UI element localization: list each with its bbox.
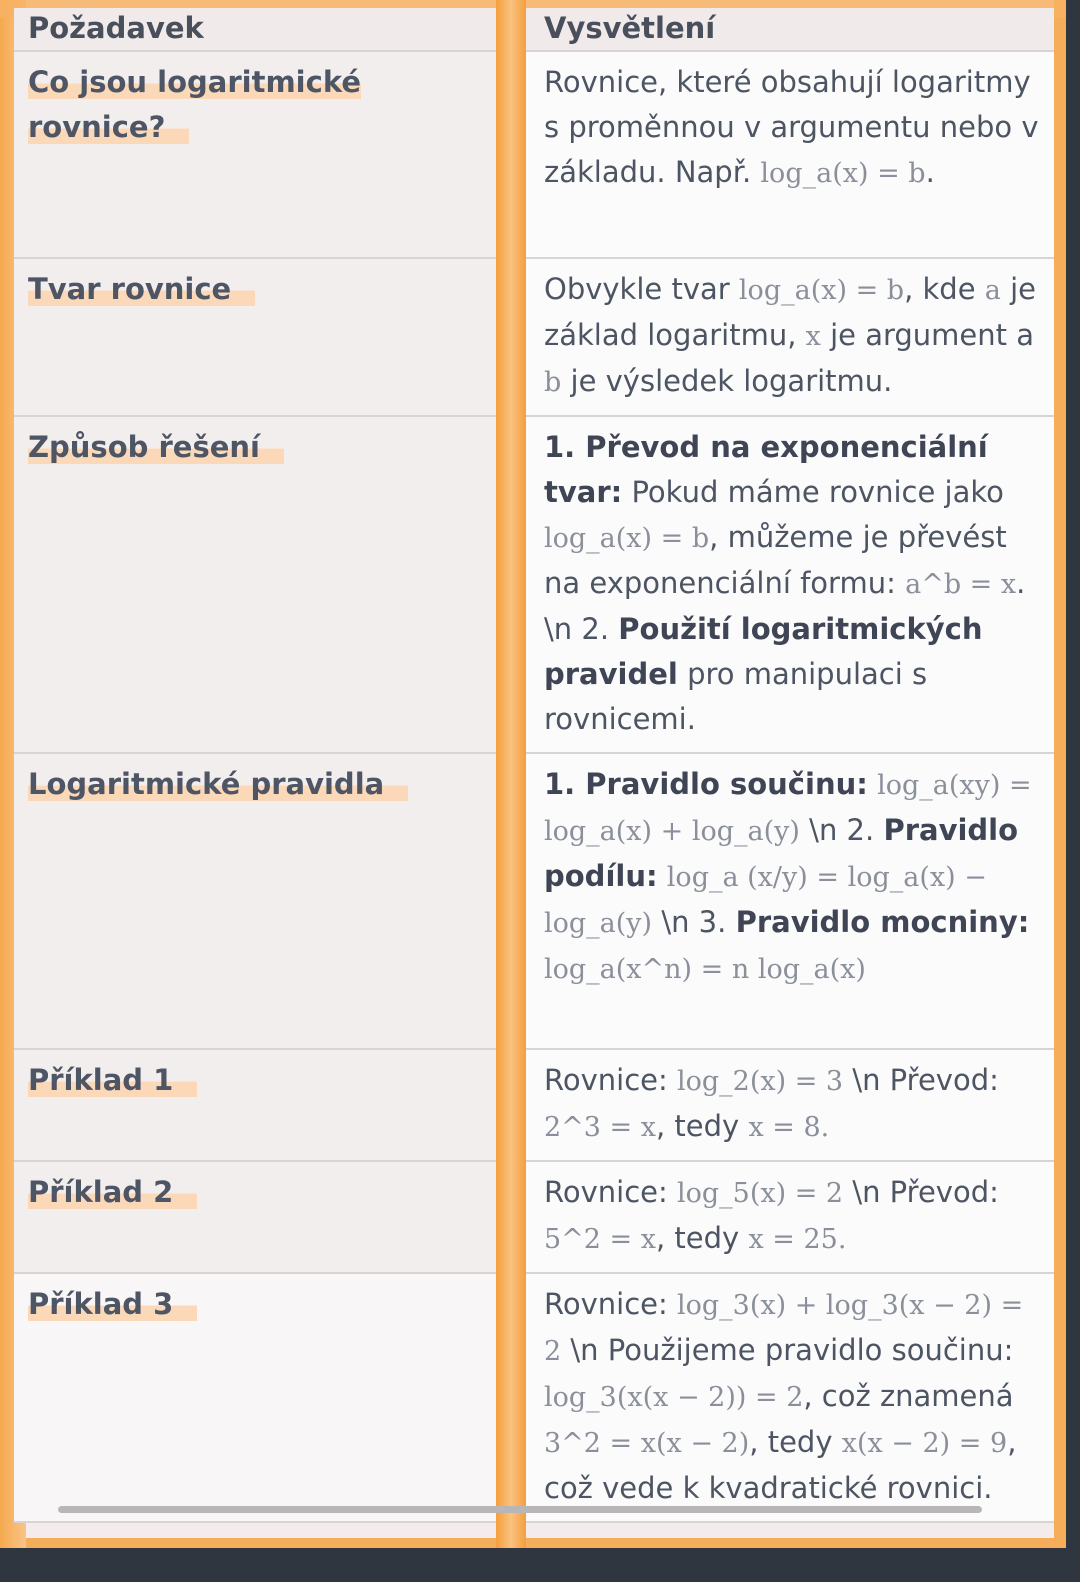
math-expression: a^b = x (905, 569, 1017, 600)
math-expression: log_a(x) = b (738, 275, 905, 306)
row-label-text: Tvar rovnice (28, 272, 255, 306)
expl-text: Pokud máme rovnice jako (631, 475, 1004, 509)
math-expression: 2^3 = x (544, 1112, 656, 1143)
table-row (14, 753, 1054, 1049)
table-row (14, 416, 1054, 753)
math-expression: log_2(x) = 3 (676, 1066, 844, 1097)
row-label-text: Příklad 1 (28, 1063, 197, 1097)
row-explanation (514, 51, 1054, 258)
math-expression: log_a(x^n) = n log_a(x) (544, 954, 866, 985)
math-expression: 5^2 = x (544, 1224, 656, 1255)
row-label-text: Způsob řešení (28, 430, 284, 464)
header-explanation: Vysvětlení (514, 8, 1054, 51)
expl-text: \n Převod: (852, 1063, 999, 1097)
expl-text: Obvykle tvar (544, 272, 730, 306)
expl-text: \n Použijeme pravidlo součinu: (570, 1333, 1014, 1367)
expl-text: , kde (904, 272, 976, 306)
math-expression: log_a (x/y) = log_a(x) − log_a(y) (544, 862, 987, 939)
row-explanation (514, 416, 1054, 753)
row-label (14, 258, 514, 416)
horizontal-scrollbar[interactable] (58, 1506, 982, 1513)
table-row (14, 1161, 1054, 1273)
math-expression: log_3(x(x − 2)) = 2 (544, 1382, 804, 1413)
row-label (14, 416, 514, 753)
expl-bold: Pravidlo mocniny: (735, 905, 1030, 939)
expl-text: je základ logaritmu, (544, 272, 1036, 352)
expl-bold: 1. Převod na exponenciální tvar: (544, 430, 988, 509)
table-row (14, 258, 1054, 416)
expl-text: \n 3. (661, 905, 727, 939)
expl-text: pro manipulaci s rovnicemi. (544, 657, 928, 736)
expl-text: . \n 2. (544, 566, 1026, 646)
row-label (14, 1273, 514, 1522)
row-label-text: Příklad 2 (28, 1175, 197, 1209)
row-label-text: Příklad 3 (28, 1287, 197, 1321)
logarithm-table (14, 8, 1054, 1523)
expl-text: Rovnice, které obsahují logaritmy s proměnnou v argumentu nebo v základu. (544, 65, 1039, 189)
math-expression: x = 8. (748, 1112, 830, 1143)
math-expression: x(x − 2) = 9 (841, 1428, 1008, 1459)
row-label (14, 51, 514, 258)
table-row (14, 1273, 1054, 1522)
row-explanation (514, 1161, 1054, 1273)
math-expression: log_a(xy) = log_a(x) + log_a(y) (544, 770, 1032, 847)
row-label-text: Logaritmické pravidla (28, 767, 408, 801)
row-label-text: Co jsou logaritmické rovnice? (28, 65, 361, 144)
math-expression: log_a(x) = b (544, 523, 710, 554)
table-row (14, 1049, 1054, 1161)
expl-bold: 1. Pravidlo součinu: (544, 767, 868, 801)
expl-text: Rovnice: (544, 1063, 668, 1097)
expl-text: Rovnice: (544, 1175, 668, 1209)
row-explanation (514, 258, 1054, 416)
expl-text: \n Převod: (852, 1175, 999, 1209)
row-explanation (514, 1049, 1054, 1161)
expl-text: , tedy (656, 1221, 740, 1255)
math-expression: 3^2 = x(x − 2) (544, 1428, 750, 1459)
header-requirement: Požadavek (14, 8, 514, 51)
row-explanation (514, 1273, 1054, 1522)
expl-bold: Pravidlo podílu: (544, 813, 1019, 893)
table-header-row (14, 8, 1054, 51)
expl-text: je argument a (830, 318, 1035, 352)
expl-text: Rovnice: (544, 1287, 668, 1321)
math-expression: x = 25. (748, 1224, 847, 1255)
expl-text: . (925, 155, 935, 189)
expl-text: \n 2. (809, 813, 875, 847)
math-expression: x (805, 321, 821, 352)
expl-text: , můžeme je převést na exponenciální formu: (544, 520, 1007, 600)
expl-text: , tedy (749, 1425, 833, 1459)
highlight-marker-divider (496, 0, 526, 1548)
math-expression: b (544, 367, 562, 398)
row-explanation (514, 753, 1054, 1049)
expl-bold: Použití logaritmických pravidel (544, 612, 983, 691)
math-expression: log_3(x) + log_3(x − 2) = 2 (544, 1290, 1024, 1367)
expl-text: , tedy (656, 1109, 740, 1143)
expl-text: je výsledek logaritmu. (570, 364, 893, 398)
math-expression: log_a(x) = b (760, 158, 926, 189)
row-label (14, 1161, 514, 1273)
row-label (14, 753, 514, 1049)
expl-text: Např. (674, 155, 752, 189)
math-expression: log_5(x) = 2 (676, 1178, 844, 1209)
expl-text: , což vede k kvadratické rovnici. (544, 1425, 1017, 1505)
math-expression: a (984, 275, 1001, 306)
row-label (14, 1049, 514, 1161)
table-row (14, 51, 1054, 258)
expl-text: , což znamená (803, 1379, 1014, 1413)
